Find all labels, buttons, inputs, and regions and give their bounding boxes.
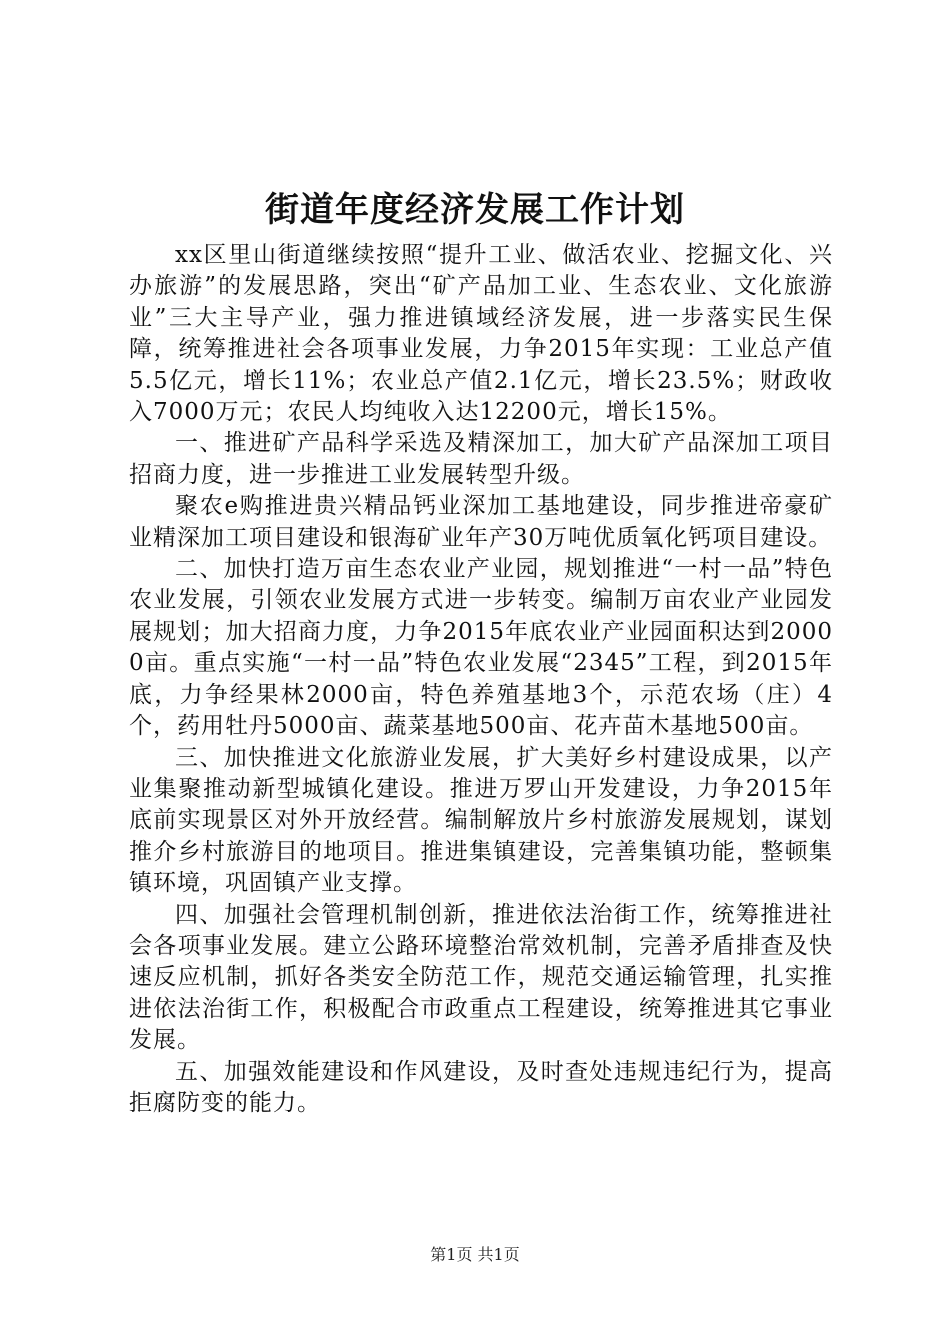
paragraph-section-1: 一、推进矿产品科学采选及精深加工，加大矿产品深加工项目招商力度，进一步推进工业发展转型升级。 <box>129 430 833 488</box>
paragraph-intro: xx区里山街道继续按照“提升工业、做活农业、挖掘文化、兴办旅游”的发展思路，突出“矿产品加工业、生态农业、文化旅游业”三大主导产业，强力推进镇域经济发展，进一步落实民生保障，统筹推进社会各项事业发展，力争2015年实现：工业总产值5.5亿元，增长11%；农业总产值2.1亿元，增长23.5%；财政收入7000万元；农民人均纯收入达12200元，增长15%。 <box>129 242 833 426</box>
page-footer: 第1页 共1页 <box>430 1245 520 1264</box>
paragraph-section-3: 三、加快推进文化旅游业发展，扩大美好乡村建设成果，以产业集聚推动新型城镇化建设。推进万罗山开发建设，力争2015年底前实现景区对外开放经营。编制解放片乡村旅游发展规划，谋划推介乡村旅游目的地项目。推进集镇建设，完善集镇功能，整顿集镇环境，巩固镇产业支撑。 <box>129 744 833 897</box>
document-title: 街道年度经济发展工作计划 <box>265 190 685 230</box>
paragraph-section-4: 四、加强社会管理机制创新，推进依法治街工作，统筹推进社会各项事业发展。建立公路环境整治常效机制，完善矛盾排查及快速反应机制，抓好各类安全防范工作，规范交通运输管理，扎实推进依法治街工作，积极配合市政重点工程建设，统筹推进其它事业发展。 <box>129 901 833 1054</box>
document-body <box>129 240 833 1119</box>
paragraph-section-5: 五、加强效能建设和作风建设，及时查处违规违纪行为，提高拒腐防变的能力。 <box>129 1058 833 1116</box>
paragraph-section-1-detail: 聚农e购推进贵兴精品钙业深加工基地建设，同步推进帝豪矿业精深加工项目建设和银海矿业年产30万吨优质氧化钙项目建设。 <box>129 493 833 551</box>
paragraph-section-2: 二、加快打造万亩生态农业产业园，规划推进“一村一品”特色农业发展，引领农业发展方式进一步转变。编制万亩农业产业园发展规划；加大招商力度，力争2015年底农业产业园面积达到20000亩。重点实施“一村一品”特色农业发展“2345”工程，到2015年底，力争经果林2000亩，特色养殖基地3个，示范农场（庄）4个，药用牡丹5000亩、蔬菜基地500亩、花卉苗木基地500亩。 <box>129 556 833 740</box>
